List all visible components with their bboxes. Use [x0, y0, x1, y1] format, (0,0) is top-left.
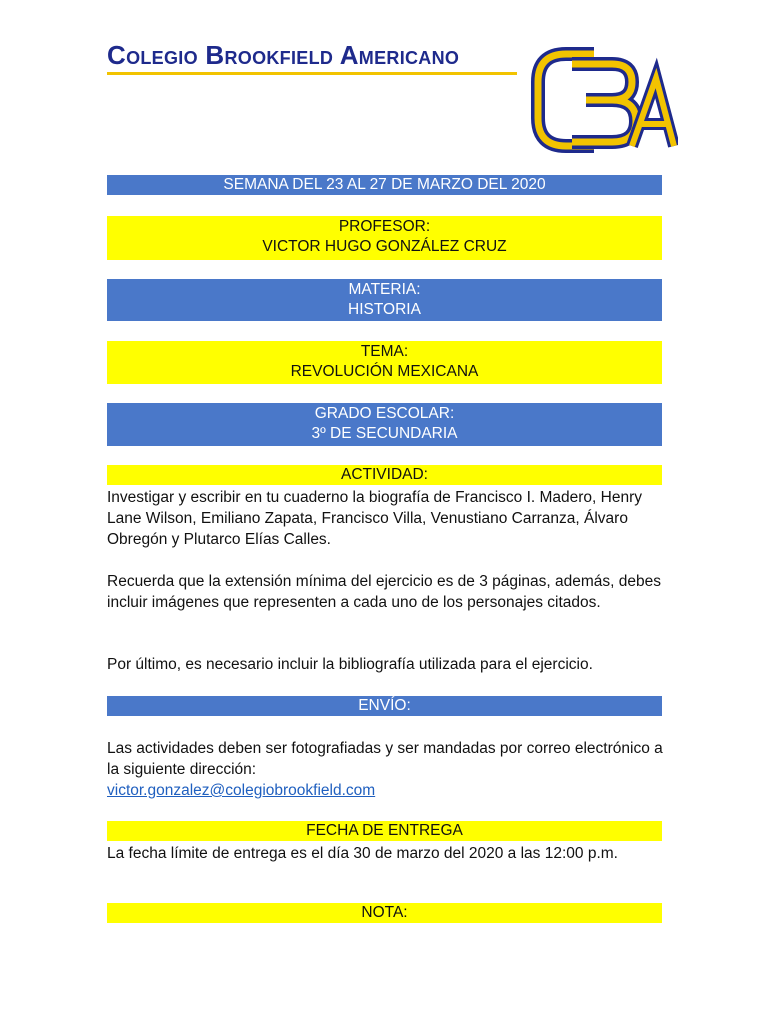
- materia-value: HISTORIA: [348, 301, 421, 318]
- envio-text: Las actividades deben ser fotografiadas y ser mandadas por correo electrónico a la siguiente dirección:: [107, 740, 663, 778]
- grado-value: 3º DE SECUNDARIA: [311, 425, 458, 442]
- materia-label: MATERIA:: [348, 281, 421, 298]
- envio-header: ENVÍO:: [107, 696, 662, 716]
- title-underline: [107, 72, 517, 75]
- fecha-text: La fecha límite de entrega es el día 30 de marzo del 2020 a las 12:00 p.m.: [107, 845, 618, 862]
- school-logo: [528, 44, 678, 156]
- fecha-header: FECHA DE ENTREGA: [107, 821, 662, 841]
- nota-header: NOTA:: [107, 903, 662, 923]
- actividad-header: ACTIVIDAD:: [107, 465, 662, 485]
- grado-label: GRADO ESCOLAR:: [314, 405, 455, 422]
- profesor-label: PROFESOR:: [338, 218, 431, 235]
- grado-section: [107, 403, 662, 446]
- profesor-section: [107, 216, 662, 260]
- school-name: Colegio Brookfield Americano: [107, 40, 460, 70]
- tema-label: TEMA:: [360, 343, 409, 360]
- tema-value: REVOLUCIÓN MEXICANA: [290, 363, 479, 380]
- actividad-paragraph-1: Investigar y escribir en tu cuaderno la biografía de Francisco I. Madero, Henry Lane Wilson, Emiliano Zapata, Francisco Villa, Venustiano Carranza, Álvaro Obregón y Plutarco Elías Calles.: [107, 489, 643, 548]
- email-link[interactable]: victor.gonzalez@colegiobrookfield.com: [107, 782, 376, 799]
- actividad-paragraph-3: Por último, es necesario incluir la bibliografía utilizada para el ejercicio.: [107, 656, 593, 673]
- tema-section: [107, 341, 662, 384]
- actividad-paragraph-2: Recuerda que la extensión mínima del ejercicio es de 3 páginas, además, debes incluir imágenes que representen a cada uno de los personajes citados.: [107, 573, 662, 611]
- profesor-value: VICTOR HUGO GONZÁLEZ CRUZ: [262, 238, 507, 255]
- week-banner: SEMANA DEL 23 AL 27 DE MARZO DEL 2020: [107, 175, 662, 195]
- materia-section: [107, 279, 662, 321]
